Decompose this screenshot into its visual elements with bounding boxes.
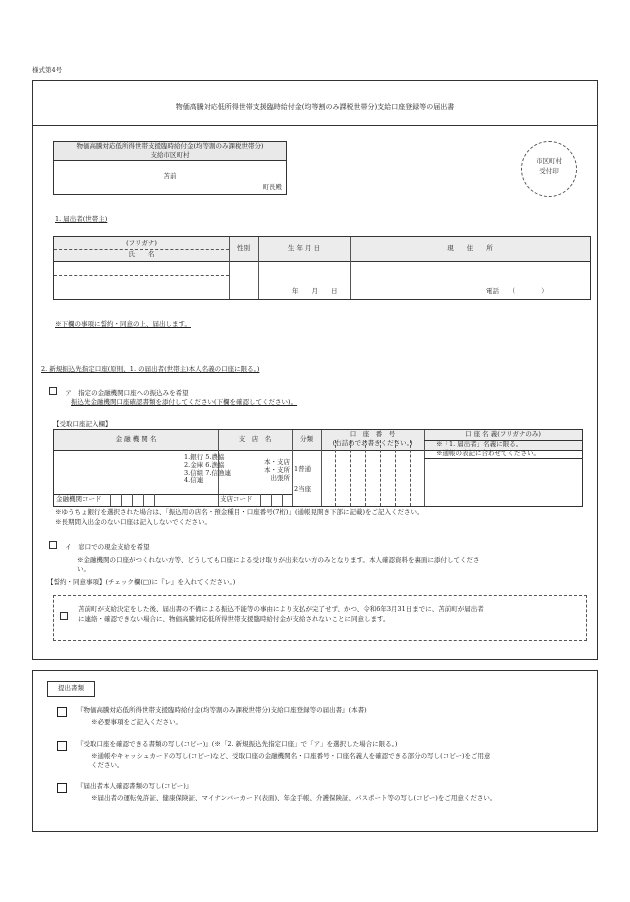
address-line4: 町長殿 [262,183,282,191]
col-birth: 生 年 月 日 [287,244,321,252]
branch-type-3: 出張所 [270,474,290,483]
holder-note1: ※「1. 届出者」名義に限る。 [436,440,523,448]
col-branch: 支 店 名 [238,435,272,443]
note-nobank: ※長期間入出金のない口座は記入しないでください。 [55,518,211,526]
option-a-checkbox[interactable] [49,387,57,395]
section2-heading: 2. 新規振込先指定口座(原則、1. の届出者(世帯主)本人名義の口座に限る。) [41,365,260,373]
section1-heading: 1. 届出者(世帯主) [55,215,108,223]
form-title: 物価高騰対応低所得世帯支援臨時給付金(均等割のみ課税世帯分)支給口座登録等の届出書 [175,103,455,111]
col-type: 分類 [300,435,313,443]
doc-checkbox-2[interactable] [57,741,67,751]
doc-sub-2b: ください。 [91,761,124,769]
address-box [53,141,287,195]
doc-checkbox-1[interactable] [57,707,67,717]
doc-sub-2a: ※通帳やキャッシュカードの写し(コピー)など、受取口座の金融機関名・口座番号・口座名義人を確認できる部分の写し(コピー)をご用意 [91,752,491,760]
doc-checkbox-3[interactable] [57,783,67,793]
name-furigana-line [54,275,229,276]
doc-main-1: 『物価高騰対応低所得世帯支援臨時給付金(均等割のみ課税世帯分)支給口座登録等の届出書』(本書) [77,706,367,714]
phone-label: 電話 （ ） [486,287,548,295]
documents-frame [32,670,598,832]
option-i-note1: ※金融機関の口座がつくれない方等、どうしても口座による受け取りが出来ない方のみとなります。本人確認資料を裏面に添付してくださ [77,556,480,564]
doc-sub-1: ※必要事項をご記入ください。 [91,718,182,726]
option-a-label: ア 指定の金融機関口座への振込みを希望 [65,389,189,397]
bank-types [184,454,231,485]
consent-note: ※下欄の事項に誓約・同意の上、届出します。 [55,320,191,328]
title-divider [33,125,597,126]
form-number: 様式第4号 [32,66,63,74]
col-acct-no-sub: (右詰めでお書きください。) [332,439,413,447]
birth-date-suffix: 年 月 日 [292,287,338,295]
applicant-table [53,236,591,300]
acct-type-1: 1普通 [294,465,312,473]
consent-text2: に連絡・確認できない場合に、物価高騰対応低所得世帯支援臨時給付金が支給されないことに同意します。 [78,615,390,623]
account-table [53,429,583,507]
col-furigana: (フリガナ) [126,239,157,247]
col-sep-holder [424,430,425,506]
doc-sub-3: ※届出者の運転免許証、健康保険証、マイナンバーカード(表面)、年金手帳、介護保険証、パスポート等の写し(コピー)をご用意ください。 [91,794,497,802]
bank-type-3: 3.信組 7.信漁連 [184,468,231,477]
branch-types [264,458,290,482]
consent-box [53,595,587,641]
option-i-note2: い。 [77,565,90,573]
holder-note2: ※通帳の表記に合わせてください。 [436,449,540,457]
col-bank: 金 融 機 関 名 [115,435,157,443]
option-i-row [49,541,150,551]
doc-main-3: 『届出者本人確認書類の写し(コピー)』 [77,782,193,790]
col-address: 現 住 所 [447,244,493,252]
documents-heading: 提出書類 [58,684,84,692]
main-form-frame [32,80,598,660]
consent-text1: 苫前町が支給決定をした後、届出書の不備による振込不能等の事由により支払が完了せず、かつ、令和6年3月31日までに、苫前町が届出者 [78,605,484,613]
address-line3: 苫前 [163,172,177,180]
col-acct-no: 口 座 番 号 [349,430,396,438]
consent-checkbox[interactable] [60,612,68,620]
bank-type-2: 2.金庫 6.漁協 [184,460,225,469]
documents-heading-box [47,681,95,697]
bank-code-label: 金融機関コード [56,495,102,503]
branch-type-2: 本・支所 [264,466,290,475]
option-a-row [49,387,189,397]
col-gender: 性別 [237,244,250,252]
holder-row-split [424,458,582,459]
stamp-line1: 市区町村 [536,157,562,165]
note-yucho: ※ゆうちょ銀行を選択された場合は、「振込用の店名・預金種目・口座番号(7桁)」(通帳見開き下部に記載)をご記入ください。 [55,508,424,516]
option-a-sub: 振込先金融機関口座確認書類を添付してください(下欄を確認してください)。 [71,398,298,406]
consent-heading: 【誓約・同意事項】(チェック欄(□)に『レ』を入れてください。) [47,578,236,586]
stamp-line2: 受付印 [539,167,559,175]
acct-type-2: 2当座 [294,485,312,493]
branch-type-1: 本・支店 [264,458,290,466]
bank-type-4: 4.信連 [184,476,204,485]
col-name: 氏 名 [128,250,155,258]
option-i-label: イ 窓口での現金支給を希望 [65,543,150,551]
option-i-checkbox[interactable] [49,541,57,549]
branch-code-label: 支店コード [220,495,253,503]
bank-code-cells[interactable] [110,494,154,506]
address-line1: 物価高騰対応低所得世帯支援臨時給付金(均等割のみ課税世帯分) [76,142,264,150]
acct-digit-cells[interactable] [321,440,424,506]
branch-code-cells[interactable] [260,494,293,506]
col-holder: 口 座 名 義(フリガナのみ) [465,430,541,438]
reception-stamp-circle [521,141,577,197]
bank-type-1: 1.銀行 5.農協 [184,453,225,461]
account-title: 【受取口座記入欄】 [53,420,112,428]
address-line2: 支給市区町村 [150,151,190,159]
doc-main-2: 『受取口座を確認できる書類の写し(コピー)』(※「2. 新規振込先指定口座」で「ア」を選択した場合に限る。) [77,740,398,748]
holder-header-split [424,440,582,441]
